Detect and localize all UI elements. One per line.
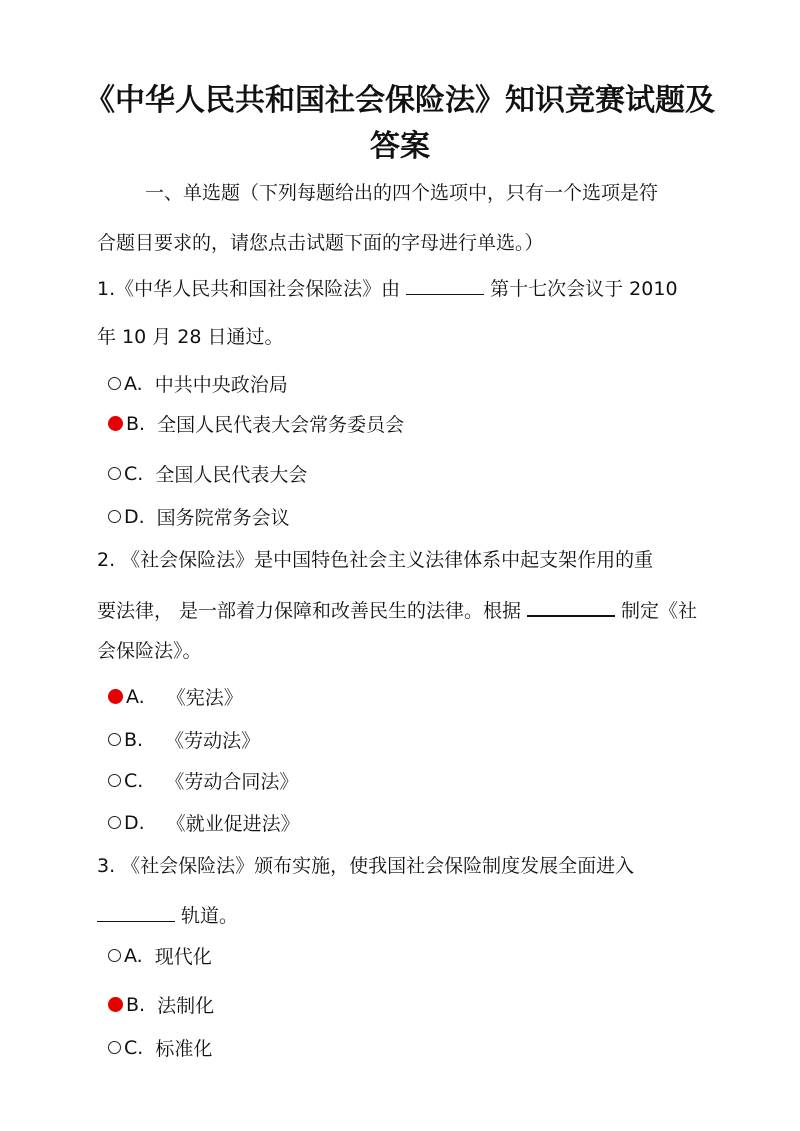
question-1-text-post: 第十七次会议于 2010 (490, 278, 678, 300)
question-3-text-post: 轨道。 (181, 905, 239, 927)
option-letter: B. (126, 412, 146, 435)
question-2-line-3: 会保险法》。 (97, 640, 202, 662)
option-letter: C. (124, 769, 144, 792)
question-2-option-a[interactable] (108, 683, 243, 710)
radio-selected-icon[interactable] (108, 689, 123, 704)
option-text: 法制化 (157, 995, 215, 1017)
question-1-option-c[interactable] (108, 460, 307, 487)
option-letter: B. (124, 728, 144, 751)
section-heading-line-2: 合题目要求的，请您点击试题下面的字母进行单选。） (97, 232, 544, 254)
document-title (60, 78, 740, 170)
option-text: 现代化 (154, 946, 212, 968)
option-text: 《就业促进法》 (166, 813, 300, 835)
question-3-option-a[interactable] (108, 942, 212, 969)
question-3-option-b[interactable] (108, 991, 214, 1018)
radio-unselected-icon[interactable] (108, 774, 121, 787)
question-2-option-d[interactable] (108, 809, 300, 836)
radio-selected-icon[interactable] (108, 416, 123, 431)
option-letter: A. (126, 685, 145, 708)
question-1-text-pre: 1.《中华人民共和国社会保险法》由 (97, 278, 401, 300)
radio-unselected-icon[interactable] (108, 467, 121, 480)
option-text: 标准化 (155, 1038, 213, 1060)
option-letter: A. (124, 372, 143, 395)
radio-unselected-icon[interactable] (108, 949, 121, 962)
option-text: 国务院常务会议 (156, 507, 290, 529)
question-1-option-d[interactable] (108, 503, 290, 530)
question-2-option-c[interactable] (108, 767, 298, 794)
question-1-blank (406, 274, 484, 295)
question-1-line-1 (97, 274, 678, 301)
radio-unselected-icon[interactable] (108, 1041, 121, 1054)
title-line-2: 答案 (370, 129, 430, 164)
option-letter: C. (124, 462, 144, 485)
question-3-blank (97, 901, 175, 922)
question-1-option-b[interactable] (108, 410, 404, 437)
option-text: 全国人民代表大会 (155, 464, 308, 486)
question-3-option-c[interactable] (108, 1034, 212, 1061)
option-text: 全国人民代表大会常务委员会 (157, 414, 405, 436)
option-letter: D. (124, 811, 145, 834)
radio-unselected-icon[interactable] (108, 733, 121, 746)
question-2-blank (527, 595, 615, 617)
question-2-line-1: 2. 《社会保险法》是中国特色社会主义法律体系中起支架作用的重 (97, 549, 654, 571)
radio-unselected-icon[interactable] (108, 510, 121, 523)
option-letter: B. (126, 993, 146, 1016)
question-1-line-2: 年 10 月 28 日通过。 (97, 326, 284, 348)
question-2-line-2 (97, 595, 697, 623)
option-text: 中共中央政治局 (154, 374, 288, 396)
option-text: 《劳动法》 (165, 730, 261, 752)
question-2-text-pre: 要法律， 是一部着力保障和改善民生的法律。根据 (97, 600, 522, 622)
question-3-line-1: 3. 《社会保险法》颁布实施，使我国社会保险制度发展全面进入 (97, 855, 635, 877)
title-line-1: 《中华人民共和国社会保险法》知识竞赛试题及 (85, 83, 715, 118)
question-2-option-b[interactable] (108, 726, 260, 753)
question-2-text-post: 制定《社 (621, 600, 698, 622)
question-3-line-2 (97, 901, 238, 928)
question-1-option-a[interactable] (108, 370, 288, 397)
section-heading-line-1: 一、单选题（下列每题给出的四个选项中，只有一个选项是符 (145, 182, 659, 204)
option-letter: C. (124, 1036, 144, 1059)
option-letter: D. (124, 505, 145, 528)
radio-unselected-icon[interactable] (108, 816, 121, 829)
option-text: 《宪法》 (166, 687, 243, 709)
option-text: 《劳动合同法》 (165, 771, 299, 793)
radio-selected-icon[interactable] (108, 997, 123, 1012)
radio-unselected-icon[interactable] (108, 377, 121, 390)
option-letter: A. (124, 944, 143, 967)
